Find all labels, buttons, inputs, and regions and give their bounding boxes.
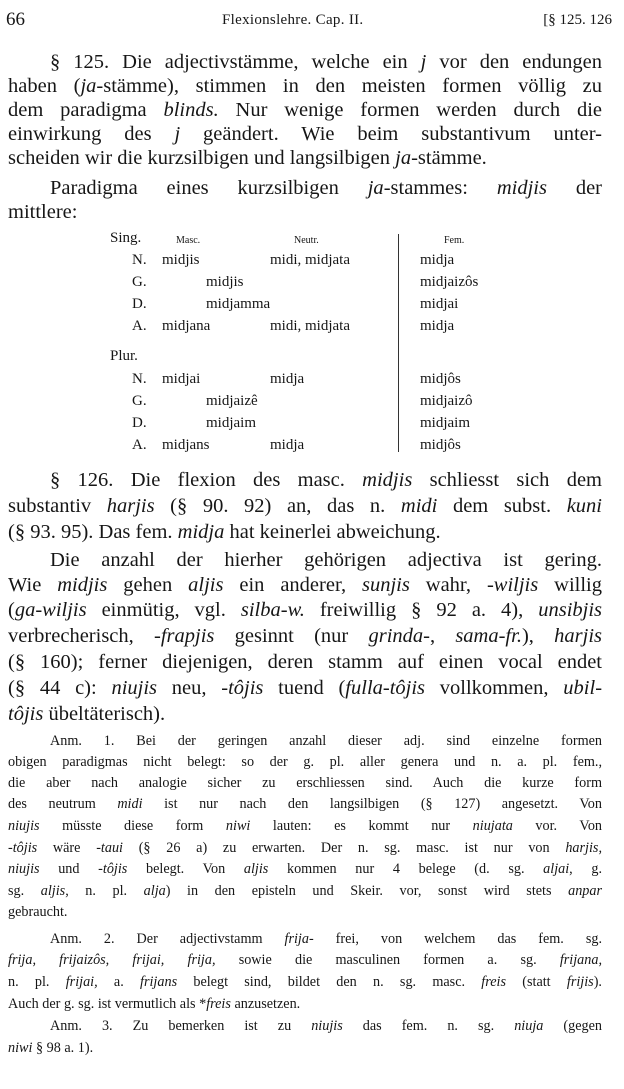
italic-word: -tôjis bbox=[8, 840, 38, 856]
para126-line: § 126. Die flexion des masc. midjis schliesst sich dem bbox=[50, 469, 602, 491]
italic-word: ja bbox=[80, 75, 97, 97]
para125-line: einwirkung des j geändert. Wie beim substantivum unter- bbox=[8, 123, 602, 145]
fem-label: Fem. bbox=[444, 235, 465, 246]
italic-word: freis bbox=[206, 996, 231, 1012]
page-number: 66 bbox=[6, 9, 25, 30]
fem-form: midja bbox=[420, 252, 455, 268]
case-label: D. bbox=[132, 415, 147, 431]
italic-word: -tôjis bbox=[98, 861, 128, 877]
italic-word: aljai bbox=[543, 861, 570, 877]
masc-form: midjis bbox=[162, 252, 200, 268]
italic-word: grinda- bbox=[368, 625, 430, 647]
italic-word: midjis bbox=[362, 469, 413, 491]
fem-form: midja bbox=[420, 318, 455, 334]
note1-line: -tôjis wäre -taui (§ 26 a) zu erwarten. Der n. sg. masc. ist nur von harjis, bbox=[8, 840, 602, 856]
fem-form: midjaizôs bbox=[420, 274, 479, 290]
italic-word: frijai, bbox=[65, 974, 98, 990]
italic-word: frijis bbox=[566, 974, 594, 990]
italic-word: niwi bbox=[8, 1040, 33, 1056]
italic-word: j bbox=[174, 123, 181, 145]
italic-word: freis bbox=[481, 974, 506, 990]
masc-form: midjis bbox=[206, 274, 244, 290]
italic-word: frijans bbox=[140, 974, 178, 990]
neutr-label: Neutr. bbox=[294, 235, 319, 246]
note2-line: n. pl. frijai, a. frijans belegt sind, bildet den n. sg. masc. freis (statt frijis). bbox=[8, 974, 602, 990]
masc-form: midjaim bbox=[206, 415, 256, 431]
para126-line: (§ 93. 95). Das fem. midja hat keinerlei abweichung. bbox=[8, 521, 441, 543]
italic-word: j bbox=[420, 51, 427, 73]
note1-line: niujis und -tôjis belegt. Von aljis kommen nur 4 belege (d. sg. aljai, g. bbox=[8, 861, 603, 877]
italic-word: niujis bbox=[311, 1018, 343, 1034]
fem-form: midjaizô bbox=[420, 393, 473, 409]
italic-word: blinds. bbox=[163, 99, 219, 121]
para126-line: Die anzahl der hierher gehörigen adjectiva ist gering. bbox=[50, 549, 602, 571]
italic-word: midjis bbox=[57, 574, 108, 596]
italic-word: tôjis bbox=[8, 703, 44, 725]
italic-word: harjis bbox=[106, 495, 155, 517]
italic-word: harjis bbox=[554, 625, 603, 647]
note2-line: Auch der g. sg. ist vermutlich als *freis anzusetzen. bbox=[8, 996, 301, 1012]
neut-form: midi, midjata bbox=[270, 252, 350, 268]
note3-line: Anm. 3. Zu bemerken ist zu niujis das fem. n. sg. niuja (gegen bbox=[50, 1018, 602, 1034]
note1-line: obigen paradigmas nicht belegt: so der g. pl. aller genera und n. a. pl. fem., bbox=[8, 754, 602, 770]
para126-line: Wie midjis gehen aljis ein anderer, sunjis wahr, -wiljis willig bbox=[8, 574, 602, 596]
italic-word: ja bbox=[395, 147, 412, 169]
italic-word: aljis bbox=[40, 883, 66, 899]
note1-line: niujis müsste diese form niwi lauten: es kommt nur niujata vor. Von bbox=[8, 818, 603, 834]
para125-line: mittlere: bbox=[8, 201, 78, 223]
note1-line: gebraucht. bbox=[8, 904, 68, 920]
para125-line: haben (ja-stämme), stimmen in den meisten formen völlig zu bbox=[8, 75, 602, 97]
para125-line: Paradigma eines kurzsilbigen ja-stammes: midjis der bbox=[50, 177, 602, 199]
fem-form: midjaim bbox=[420, 415, 470, 431]
note1-line: Anm. 1. Bei der geringen anzahl dieser adj. sind einzelne formen bbox=[50, 733, 602, 749]
italic-word: sama-fr. bbox=[455, 625, 522, 647]
paradigm-table bbox=[110, 230, 479, 455]
case-label: D. bbox=[132, 296, 147, 312]
italic-word: niwi bbox=[225, 818, 251, 834]
italic-word: ubil- bbox=[563, 677, 603, 699]
running-title: Flexionslehre. Cap. II. bbox=[222, 12, 364, 28]
italic-word: -frapjis bbox=[154, 625, 215, 647]
italic-word: sunjis bbox=[362, 574, 410, 596]
italic-word: niujis bbox=[8, 861, 40, 877]
italic-word: midja bbox=[177, 521, 225, 543]
italic-word: ga-wiljis bbox=[14, 599, 87, 621]
italic-word: niujis bbox=[111, 677, 158, 699]
case-label: N. bbox=[132, 252, 147, 268]
case-label: G. bbox=[132, 393, 147, 409]
italic-word: midi bbox=[117, 796, 143, 812]
case-label: N. bbox=[132, 371, 147, 387]
note3-line: niwi § 98 a. 1). bbox=[8, 1040, 94, 1056]
note1-line: sg. aljis, n. pl. alja) in den episteln und Skeir. vor, sonst wird stets anpar bbox=[8, 883, 602, 899]
italic-word: frija, frijaizôs, frijai, frija, bbox=[8, 952, 216, 968]
italic-word: -taui bbox=[96, 840, 123, 856]
italic-word: alja bbox=[143, 883, 166, 899]
plur-label: Plur. bbox=[110, 348, 138, 364]
italic-word: -tôjis bbox=[221, 677, 264, 699]
masc-form: midjana bbox=[162, 318, 211, 334]
note1-line: die aber nach analogie sicher zu erschliessen sind. Auch die kurze form bbox=[8, 775, 602, 791]
italic-word: aljis bbox=[188, 574, 224, 596]
italic-word: unsibjis bbox=[538, 599, 603, 621]
para126-line: substantiv harjis (§ 90. 92) an, das n. midi dem subst. kuni bbox=[8, 495, 602, 517]
case-label: A. bbox=[132, 437, 147, 453]
para125-line: dem paradigma blinds. Nur wenige formen werden durch die bbox=[8, 99, 603, 121]
fem-form: midjôs bbox=[420, 437, 461, 453]
italic-word: niujis bbox=[8, 818, 40, 834]
fem-form: midjai bbox=[420, 296, 459, 312]
italic-word: fulla-tôjis bbox=[345, 677, 426, 699]
case-label: G. bbox=[132, 274, 147, 290]
italic-word: frija- bbox=[284, 931, 314, 947]
italic-word: silba-w. bbox=[240, 599, 305, 621]
para126-line: (ga-wiljis einmütig, vgl. silba-w. freiwillig § 92 a. 4), unsibjis bbox=[8, 599, 603, 621]
para126-line: (§ 160); ferner diejenigen, deren stamm auf einen vocal endet bbox=[8, 651, 602, 673]
note1-line: des neutrum midi ist nur nach den langsilbigen (§ 127) angesetzt. Von bbox=[8, 796, 602, 812]
neut-form: midja bbox=[270, 371, 305, 387]
masc-form: midjai bbox=[162, 371, 201, 387]
para126-line: verbrecherisch, -frapjis gesinnt (nur grinda-, sama-fr.), harjis bbox=[8, 625, 603, 647]
italic-word: niuja bbox=[514, 1018, 544, 1034]
italic-word: midjis bbox=[496, 177, 547, 199]
para126-line: (§ 44 c): niujis neu, -tôjis tuend (fulla-tôjis vollkommen, ubil- bbox=[8, 677, 603, 699]
note2-line: Anm. 2. Der adjectivstamm frija- frei, von welchem das fem. sg. bbox=[50, 931, 602, 947]
case-label: A. bbox=[132, 318, 147, 334]
section-reference: [§ 125. 126 bbox=[543, 12, 612, 28]
italic-word: -wiljis bbox=[486, 574, 539, 596]
page-header bbox=[6, 9, 614, 33]
neut-form: midja bbox=[270, 437, 305, 453]
fem-form: midjôs bbox=[420, 371, 461, 387]
para126-line: tôjis übeltäterisch). bbox=[8, 703, 166, 725]
italic-word: kuni bbox=[566, 495, 602, 517]
note2-line: frija, frijaizôs, frijai, frija, sowie die masculinen formen a. sg. frijana, bbox=[8, 952, 602, 968]
italic-word: anpar bbox=[568, 883, 602, 899]
column-divider bbox=[398, 234, 399, 452]
italic-word: harjis, bbox=[565, 840, 602, 856]
italic-word: niujata bbox=[472, 818, 513, 834]
italic-word: ja bbox=[367, 177, 384, 199]
masc-form: midjaizê bbox=[206, 393, 258, 409]
masc-form: midjamma bbox=[206, 296, 271, 312]
sing-label: Sing. bbox=[110, 230, 142, 246]
italic-word: midi bbox=[400, 495, 438, 517]
masc-form: midjans bbox=[162, 437, 210, 453]
masc-label: Masc. bbox=[176, 235, 201, 246]
para125-line: scheiden wir die kurzsilbigen und langsilbigen ja-stämme. bbox=[8, 147, 487, 169]
neut-form: midi, midjata bbox=[270, 318, 350, 334]
para125-line: § 125. Die adjectivstämme, welche ein j vor den endungen bbox=[50, 51, 602, 73]
italic-word: frijana, bbox=[559, 952, 602, 968]
italic-word: aljis bbox=[243, 861, 269, 877]
